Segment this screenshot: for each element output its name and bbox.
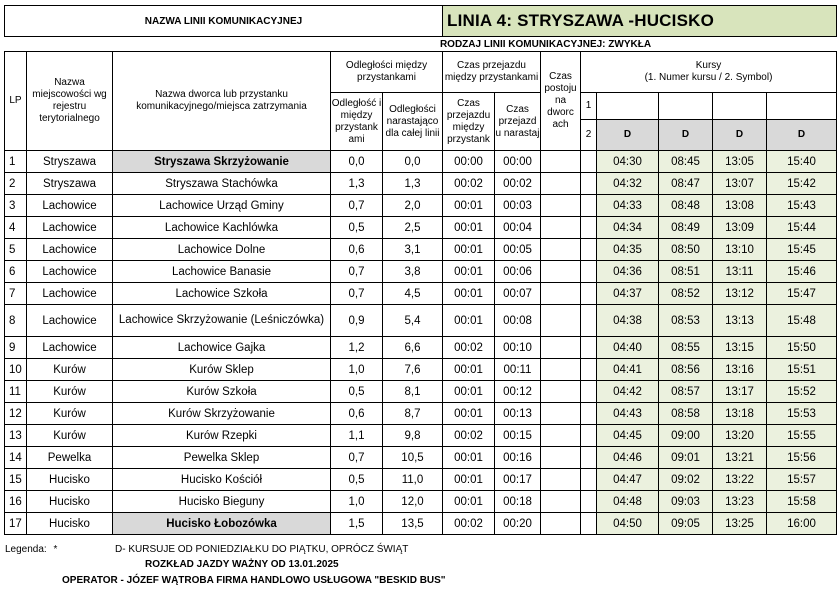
cell-departure-time: 04:35 (597, 239, 659, 261)
cell-time-between: 00:01 (443, 239, 495, 261)
cell-spacer (581, 469, 597, 491)
table-row (5, 491, 837, 513)
cell-stop-time (541, 305, 581, 337)
cell-distance-between: 0,6 (331, 403, 383, 425)
cell-departure-time: 15:48 (767, 305, 837, 337)
cell-spacer (581, 425, 597, 447)
cell-departure-time: 15:56 (767, 447, 837, 469)
cell-time-cumulative: 00:17 (495, 469, 541, 491)
cell-departure-time: 04:46 (597, 447, 659, 469)
cell-departure-time: 04:50 (597, 513, 659, 535)
cell-distance-between: 0,7 (331, 261, 383, 283)
table-row (5, 381, 837, 403)
header-distance-group: Odległości między przystankami (331, 52, 443, 93)
cell-time-between: 00:01 (443, 261, 495, 283)
cell-stop: Lachowice Gajka (113, 337, 331, 359)
cell-lp: 10 (5, 359, 27, 381)
cell-departure-time: 08:45 (659, 151, 713, 173)
cell-stop-time (541, 513, 581, 535)
cell-stop-time (541, 381, 581, 403)
cell-lp: 6 (5, 261, 27, 283)
cell-departure-time: 13:22 (713, 469, 767, 491)
header-time-between: Czas przejazdu między przystank (443, 93, 495, 151)
cell-time-between: 00:01 (443, 403, 495, 425)
cell-departure-time: 04:40 (597, 337, 659, 359)
cell-distance-cumulative: 8,1 (383, 381, 443, 403)
cell-time-between: 00:01 (443, 217, 495, 239)
table-row (5, 283, 837, 305)
timetable (4, 5, 837, 535)
cell-departure-time: 15:43 (767, 195, 837, 217)
cell-departure-time: 13:16 (713, 359, 767, 381)
table-row (5, 151, 837, 173)
cell-spacer (581, 359, 597, 381)
cell-time-cumulative: 00:15 (495, 425, 541, 447)
cell-departure-time: 04:33 (597, 195, 659, 217)
header-runs-title: Kursy (695, 60, 722, 71)
cell-stop-time (541, 195, 581, 217)
cell-time-cumulative: 00:07 (495, 283, 541, 305)
cell-distance-between: 0,7 (331, 447, 383, 469)
cell-distance-between: 1,3 (331, 173, 383, 195)
header-town: Nazwa miejscowości wg rejestru terytorialnego (27, 52, 113, 151)
cell-departure-time: 08:49 (659, 217, 713, 239)
cell-town: Hucisko (27, 469, 113, 491)
cell-departure-time: 08:50 (659, 239, 713, 261)
cell-departure-time: 15:40 (767, 151, 837, 173)
legend-label: Legenda: (5, 544, 47, 555)
cell-time-between: 00:02 (443, 173, 495, 195)
cell-time-cumulative: 00:11 (495, 359, 541, 381)
cell-lp: 14 (5, 447, 27, 469)
line-name-label: NAZWA LINII KOMUNIKACYJNEJ (5, 6, 443, 37)
cell-distance-cumulative: 3,8 (383, 261, 443, 283)
cell-time-between: 00:01 (443, 305, 495, 337)
cell-time-between: 00:01 (443, 491, 495, 513)
cell-spacer (581, 337, 597, 359)
cell-departure-time: 08:57 (659, 381, 713, 403)
cell-time-cumulative: 00:10 (495, 337, 541, 359)
cell-lp: 8 (5, 305, 27, 337)
header-distance-between: Odległość i między przystank ami (331, 93, 383, 151)
run-symbol: D (597, 120, 659, 151)
cell-lp: 7 (5, 283, 27, 305)
run-number-3 (713, 93, 767, 120)
cell-departure-time: 15:57 (767, 469, 837, 491)
cell-stop: Hucisko Kościół (113, 469, 331, 491)
cell-stop-time (541, 173, 581, 195)
cell-distance-cumulative: 6,6 (383, 337, 443, 359)
cell-departure-time: 08:56 (659, 359, 713, 381)
cell-spacer (581, 261, 597, 283)
header-stop-time: Czas postoju na dworc ach (541, 52, 581, 151)
cell-town: Lachowice (27, 337, 113, 359)
cell-time-between: 00:01 (443, 283, 495, 305)
cell-departure-time: 13:25 (713, 513, 767, 535)
header-lp: LP (5, 52, 27, 151)
cell-departure-time: 13:17 (713, 381, 767, 403)
table-row (5, 469, 837, 491)
table-row (5, 195, 837, 217)
cell-distance-between: 0,0 (331, 151, 383, 173)
cell-time-between: 00:00 (443, 151, 495, 173)
cell-stop-time (541, 261, 581, 283)
cell-departure-time: 15:44 (767, 217, 837, 239)
cell-time-cumulative: 00:02 (495, 173, 541, 195)
cell-lp: 9 (5, 337, 27, 359)
cell-time-cumulative: 00:00 (495, 151, 541, 173)
cell-spacer (581, 305, 597, 337)
table-row (5, 173, 837, 195)
cell-departure-time: 15:51 (767, 359, 837, 381)
cell-departure-time: 04:34 (597, 217, 659, 239)
cell-stop: Kurów Sklep (113, 359, 331, 381)
cell-departure-time: 15:42 (767, 173, 837, 195)
cell-lp: 5 (5, 239, 27, 261)
table-row (5, 447, 837, 469)
cell-departure-time: 04:43 (597, 403, 659, 425)
cell-departure-time: 09:05 (659, 513, 713, 535)
cell-distance-between: 1,0 (331, 491, 383, 513)
header-runs (581, 52, 837, 93)
cell-departure-time: 16:00 (767, 513, 837, 535)
cell-spacer (581, 173, 597, 195)
cell-town: Stryszawa (27, 151, 113, 173)
cell-lp: 17 (5, 513, 27, 535)
cell-departure-time: 04:47 (597, 469, 659, 491)
cell-lp: 15 (5, 469, 27, 491)
legend-text: D- KURSUJE OD PONIEDZIAŁKU DO PIĄTKU, OPRÓCZ ŚWIĄT (115, 544, 409, 555)
legend-mark: * (53, 544, 58, 555)
cell-time-between: 00:01 (443, 195, 495, 217)
cell-stop-time (541, 283, 581, 305)
cell-town: Lachowice (27, 239, 113, 261)
cell-stop: Lachowice Urząd Gminy (113, 195, 331, 217)
cell-distance-cumulative: 4,5 (383, 283, 443, 305)
cell-spacer (581, 239, 597, 261)
cell-stop-time (541, 239, 581, 261)
header-time-group: Czas przejazdu między przystankami (443, 52, 541, 93)
cell-stop-time (541, 491, 581, 513)
line-kind: RODZAJ LINII KOMUNIKACYJNEJ: ZWYKŁA (5, 37, 837, 52)
cell-departure-time: 04:37 (597, 283, 659, 305)
cell-stop: Hucisko Bieguny (113, 491, 331, 513)
cell-distance-cumulative: 1,3 (383, 173, 443, 195)
table-row (5, 261, 837, 283)
cell-time-between: 00:02 (443, 337, 495, 359)
header-runs-sub: (1. Numer kursu / 2. Symbol) (644, 72, 773, 83)
cell-time-between: 00:01 (443, 359, 495, 381)
cell-lp: 2 (5, 173, 27, 195)
cell-distance-cumulative: 8,7 (383, 403, 443, 425)
table-row (5, 239, 837, 261)
cell-stop: Stryszawa Skrzyżowanie (113, 151, 331, 173)
cell-time-cumulative: 00:18 (495, 491, 541, 513)
table-row (5, 403, 837, 425)
cell-town: Lachowice (27, 195, 113, 217)
cell-distance-between: 0,6 (331, 239, 383, 261)
cell-distance-between: 1,1 (331, 425, 383, 447)
table-row (5, 305, 837, 337)
cell-lp: 11 (5, 381, 27, 403)
cell-departure-time: 15:50 (767, 337, 837, 359)
cell-departure-time: 09:03 (659, 491, 713, 513)
cell-distance-cumulative: 5,4 (383, 305, 443, 337)
cell-spacer (581, 447, 597, 469)
cell-time-cumulative: 00:08 (495, 305, 541, 337)
table-row (5, 217, 837, 239)
cell-departure-time: 08:48 (659, 195, 713, 217)
header-run-number-label: 1 (581, 93, 597, 120)
cell-departure-time: 04:45 (597, 425, 659, 447)
cell-stop: Kurów Rzepki (113, 425, 331, 447)
cell-departure-time: 13:09 (713, 217, 767, 239)
cell-distance-cumulative: 2,0 (383, 195, 443, 217)
cell-stop: Lachowice Dolne (113, 239, 331, 261)
cell-distance-cumulative: 0,0 (383, 151, 443, 173)
cell-departure-time: 13:21 (713, 447, 767, 469)
cell-spacer (581, 151, 597, 173)
cell-time-cumulative: 00:04 (495, 217, 541, 239)
run-symbol: D (659, 120, 713, 151)
cell-stop: Lachowice Szkoła (113, 283, 331, 305)
cell-departure-time: 15:52 (767, 381, 837, 403)
cell-departure-time: 13:10 (713, 239, 767, 261)
cell-departure-time: 13:11 (713, 261, 767, 283)
operator-note: OPERATOR - JÓZEF WĄTROBA FIRMA HANDLOWO USŁUGOWA "BESKID BUS" (62, 575, 446, 586)
cell-lp: 4 (5, 217, 27, 239)
header-symbol-label: 2 (581, 120, 597, 151)
cell-distance-cumulative: 7,6 (383, 359, 443, 381)
cell-distance-cumulative: 3,1 (383, 239, 443, 261)
cell-time-between: 00:01 (443, 447, 495, 469)
cell-time-between: 00:01 (443, 469, 495, 491)
run-number-2 (659, 93, 713, 120)
cell-distance-between: 0,5 (331, 469, 383, 491)
legend (5, 544, 57, 555)
cell-time-cumulative: 00:06 (495, 261, 541, 283)
cell-departure-time: 13:07 (713, 173, 767, 195)
cell-departure-time: 13:20 (713, 425, 767, 447)
cell-distance-between: 0,7 (331, 283, 383, 305)
cell-time-between: 00:02 (443, 513, 495, 535)
run-symbol: D (767, 120, 837, 151)
cell-stop-time (541, 151, 581, 173)
cell-distance-between: 1,0 (331, 359, 383, 381)
cell-distance-between: 1,2 (331, 337, 383, 359)
cell-stop-time (541, 337, 581, 359)
cell-stop: Kurów Szkoła (113, 381, 331, 403)
cell-stop: Pewelka Sklep (113, 447, 331, 469)
cell-distance-between: 1,5 (331, 513, 383, 535)
cell-stop: Lachowice Kachlówka (113, 217, 331, 239)
cell-departure-time: 08:53 (659, 305, 713, 337)
cell-town: Stryszawa (27, 173, 113, 195)
cell-time-cumulative: 00:20 (495, 513, 541, 535)
cell-distance-cumulative: 11,0 (383, 469, 443, 491)
cell-lp: 3 (5, 195, 27, 217)
table-row (5, 337, 837, 359)
header-distance-cumulative: Odległości narastająco dla całej linii (383, 93, 443, 151)
cell-departure-time: 04:32 (597, 173, 659, 195)
cell-distance-between: 0,9 (331, 305, 383, 337)
cell-departure-time: 13:23 (713, 491, 767, 513)
cell-time-between: 00:02 (443, 425, 495, 447)
cell-departure-time: 13:13 (713, 305, 767, 337)
cell-town: Hucisko (27, 491, 113, 513)
line-title: LINIA 4: STRYSZAWA -HUCISKO (443, 6, 837, 37)
cell-departure-time: 13:18 (713, 403, 767, 425)
cell-time-cumulative: 00:03 (495, 195, 541, 217)
cell-stop: Kurów Skrzyżowanie (113, 403, 331, 425)
cell-town: Lachowice (27, 305, 113, 337)
cell-stop-time (541, 425, 581, 447)
cell-town: Pewelka (27, 447, 113, 469)
cell-stop-time (541, 359, 581, 381)
cell-town: Lachowice (27, 261, 113, 283)
cell-stop: Stryszawa Stachówka (113, 173, 331, 195)
cell-time-cumulative: 00:05 (495, 239, 541, 261)
cell-departure-time: 04:36 (597, 261, 659, 283)
cell-stop: Lachowice Skrzyżowanie (Leśniczówka) (113, 305, 331, 337)
cell-departure-time: 13:05 (713, 151, 767, 173)
cell-lp: 1 (5, 151, 27, 173)
cell-distance-cumulative: 12,0 (383, 491, 443, 513)
header-time-cumulative: Czas przejazd u narastaj (495, 93, 541, 151)
cell-departure-time: 04:48 (597, 491, 659, 513)
cell-town: Hucisko (27, 513, 113, 535)
cell-stop-time (541, 217, 581, 239)
cell-stop: Hucisko Łobozówka (113, 513, 331, 535)
cell-distance-cumulative: 10,5 (383, 447, 443, 469)
cell-departure-time: 15:58 (767, 491, 837, 513)
cell-distance-between: 0,7 (331, 195, 383, 217)
cell-departure-time: 08:52 (659, 283, 713, 305)
run-number-4 (767, 93, 837, 120)
cell-departure-time: 15:53 (767, 403, 837, 425)
cell-departure-time: 09:01 (659, 447, 713, 469)
cell-spacer (581, 381, 597, 403)
cell-town: Kurów (27, 381, 113, 403)
timetable-body (5, 151, 837, 535)
timetable-sheet (4, 5, 837, 535)
cell-departure-time: 13:08 (713, 195, 767, 217)
cell-time-cumulative: 00:13 (495, 403, 541, 425)
cell-spacer (581, 403, 597, 425)
cell-town: Kurów (27, 425, 113, 447)
cell-departure-time: 08:51 (659, 261, 713, 283)
cell-departure-time: 15:45 (767, 239, 837, 261)
cell-distance-cumulative: 13,5 (383, 513, 443, 535)
table-row (5, 425, 837, 447)
cell-departure-time: 08:58 (659, 403, 713, 425)
cell-stop: Lachowice Banasie (113, 261, 331, 283)
cell-stop-time (541, 469, 581, 491)
cell-spacer (581, 491, 597, 513)
table-row (5, 359, 837, 381)
run-symbol: D (713, 120, 767, 151)
cell-lp: 12 (5, 403, 27, 425)
cell-spacer (581, 217, 597, 239)
cell-distance-cumulative: 2,5 (383, 217, 443, 239)
cell-departure-time: 15:46 (767, 261, 837, 283)
cell-departure-time: 04:38 (597, 305, 659, 337)
cell-departure-time: 13:15 (713, 337, 767, 359)
header-stop: Nazwa dworca lub przystanku komunikacyjnego/miejsca zatrzymania (113, 52, 331, 151)
cell-town: Lachowice (27, 283, 113, 305)
cell-distance-between: 0,5 (331, 217, 383, 239)
cell-time-cumulative: 00:12 (495, 381, 541, 403)
cell-stop-time (541, 403, 581, 425)
run-number-1 (597, 93, 659, 120)
cell-departure-time: 08:47 (659, 173, 713, 195)
cell-distance-cumulative: 9,8 (383, 425, 443, 447)
table-row (5, 513, 837, 535)
cell-spacer (581, 513, 597, 535)
validity-note: ROZKŁAD JAZDY WAŻNY OD 13.01.2025 (145, 559, 339, 570)
cell-departure-time: 09:00 (659, 425, 713, 447)
cell-spacer (581, 195, 597, 217)
cell-departure-time: 15:55 (767, 425, 837, 447)
cell-town: Kurów (27, 403, 113, 425)
cell-lp: 16 (5, 491, 27, 513)
cell-departure-time: 15:47 (767, 283, 837, 305)
cell-departure-time: 08:55 (659, 337, 713, 359)
cell-spacer (581, 283, 597, 305)
cell-time-between: 00:01 (443, 381, 495, 403)
cell-stop-time (541, 447, 581, 469)
cell-departure-time: 09:02 (659, 469, 713, 491)
cell-town: Kurów (27, 359, 113, 381)
cell-lp: 13 (5, 425, 27, 447)
cell-departure-time: 04:41 (597, 359, 659, 381)
cell-departure-time: 13:12 (713, 283, 767, 305)
cell-departure-time: 04:42 (597, 381, 659, 403)
cell-town: Lachowice (27, 217, 113, 239)
cell-distance-between: 0,5 (331, 381, 383, 403)
cell-departure-time: 04:30 (597, 151, 659, 173)
cell-time-cumulative: 00:16 (495, 447, 541, 469)
